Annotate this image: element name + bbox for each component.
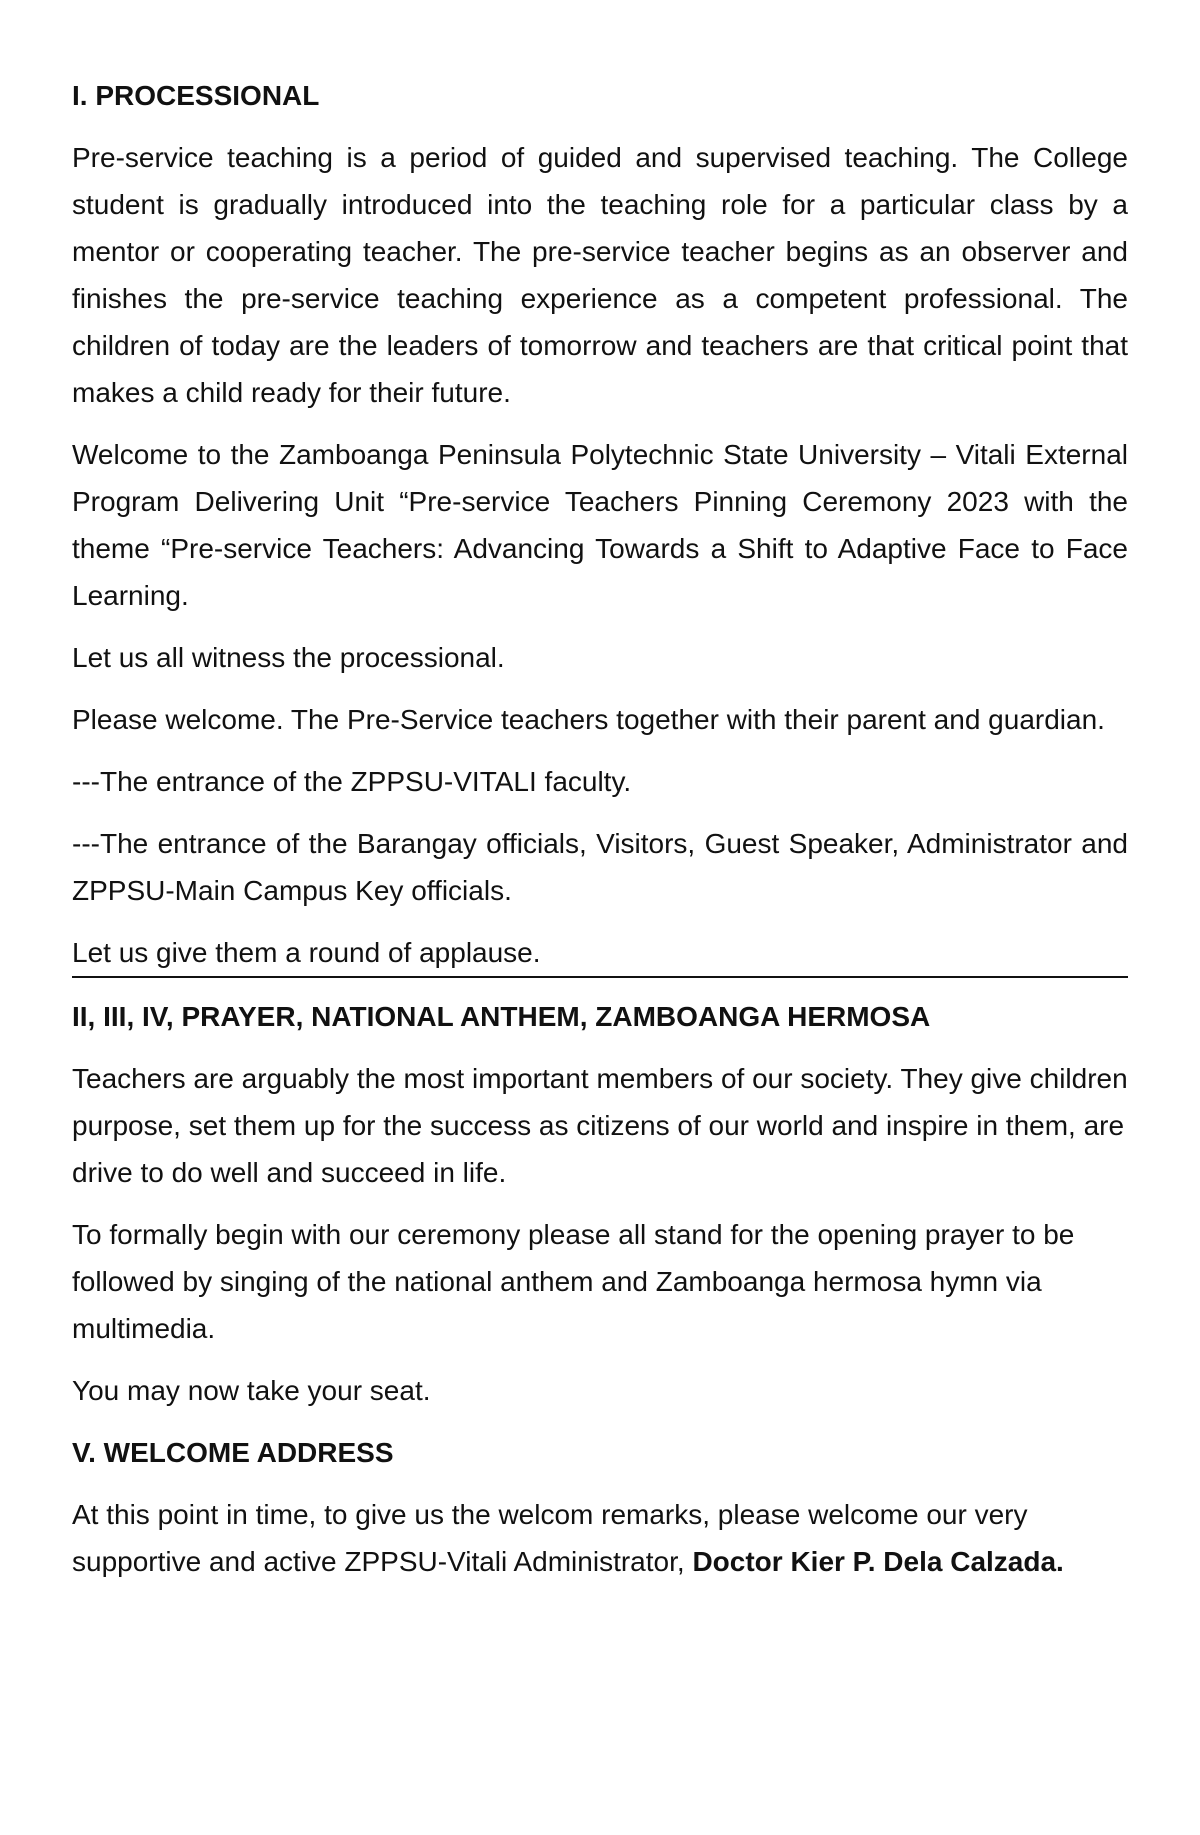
paragraph-opening-prayer: To formally begin with our ceremony please all stand for the opening prayer to be followed by singing of the national anthem and Zamboanga hermosa hymn via multimedia.	[72, 1219, 1075, 1344]
paragraph-welcome: Welcome to the Zamboanga Peninsula Polytechnic State University – Vitali External Program Delivering Unit “Pre-service Teachers Pinning Ceremony 2023 with the theme “Pre-service Teachers: Advancing Towards a Shift to Adaptive Face to Face Learning.	[72, 439, 1128, 611]
paragraph-welcome-remarks	[72, 1491, 1128, 1585]
paragraph-please-welcome: Please welcome. The Pre-Service teachers together with their parent and guardian.	[72, 704, 1105, 735]
paragraph-faculty-entrance: ---The entrance of the ZPPSU-VITALI faculty.	[72, 766, 632, 797]
paragraph-witness-processional: Let us all witness the processional.	[72, 642, 505, 673]
paragraph-take-seat: You may now take your seat.	[72, 1375, 431, 1406]
section-heading-processional: I. PROCESSIONAL	[72, 80, 320, 111]
paragraph-preservice-intro: Pre-service teaching is a period of guided and supervised teaching. The College student is gradually introduced into the teaching role for a particular class by a mentor or cooperating teacher. The pre-service teacher begins as an observer and finishes the pre-service teaching experience as a competent professional. The children of today are the leaders of tomorrow and teachers are that critical point that makes a child ready for their future.	[72, 142, 1128, 408]
welcome-remarks-text: At this point in time, to give us the welcom remarks, please welcome our very supportive and active ZPPSU-Vitali Administrator,	[72, 1499, 1028, 1577]
document-page	[72, 72, 1128, 1600]
administrator-name: Doctor Kier P. Dela Calzada.	[692, 1546, 1064, 1577]
section-heading-prayer-anthem: II, III, IV, PRAYER, NATIONAL ANTHEM, ZAMBOANGA HERMOSA	[72, 1001, 931, 1032]
paragraph-officials-entrance: ---The entrance of the Barangay officials, Visitors, Guest Speaker, Administrator and ZPPSU-Main Campus Key officials.	[72, 828, 1128, 906]
paragraph-applause: Let us give them a round of applause.	[72, 929, 1128, 978]
paragraph-teachers-importance: Teachers are arguably the most important members of our society. They give children purpose, set them up for the success as citizens of our world and inspire in them, are drive to do well and succeed in life.	[72, 1063, 1128, 1188]
section-heading-welcome-address: V. WELCOME ADDRESS	[72, 1437, 394, 1468]
